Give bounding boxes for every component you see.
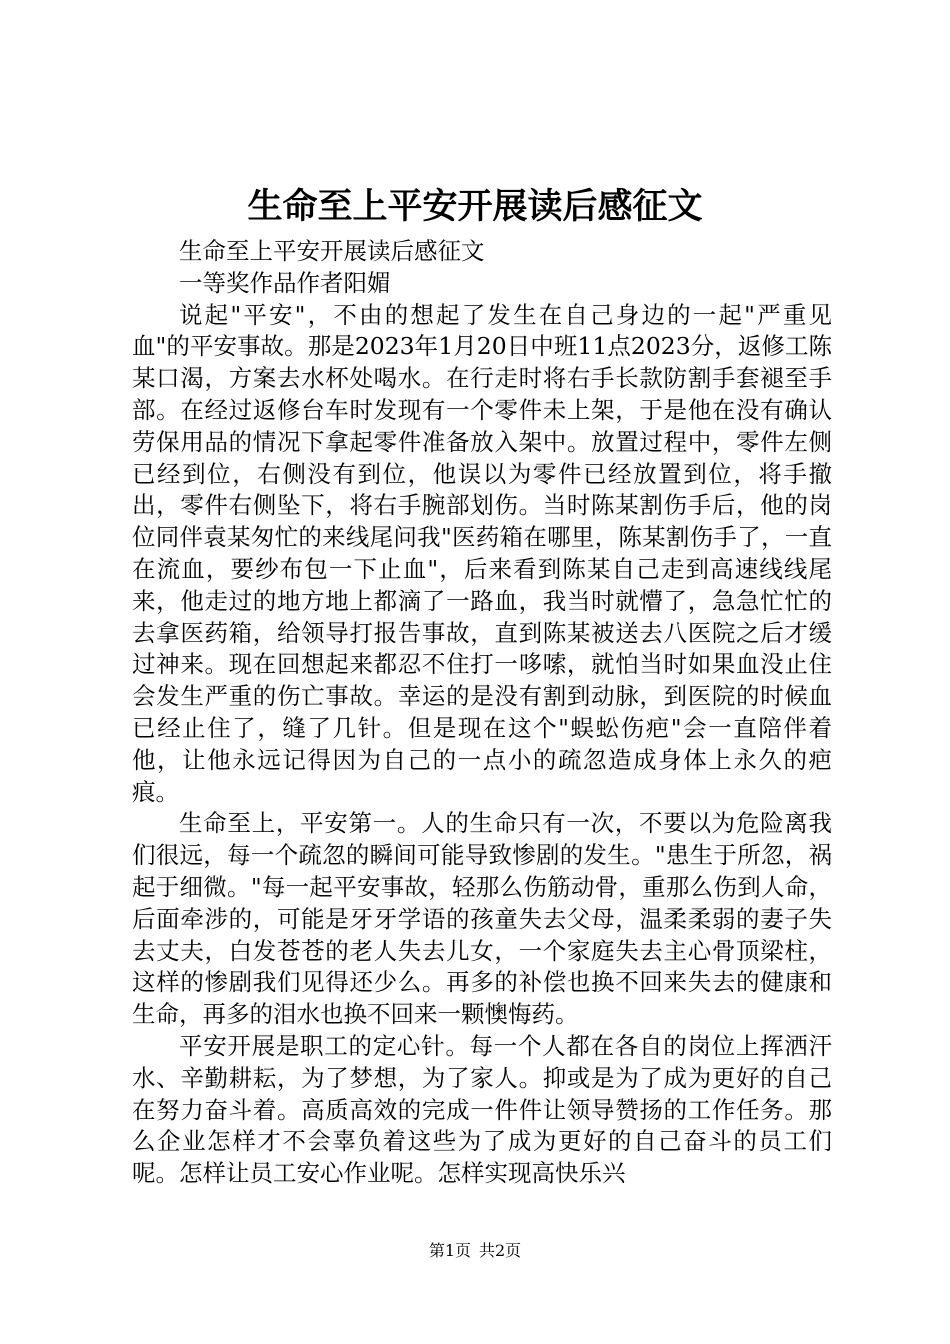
- page-number: 第1页: [428, 1241, 471, 1260]
- paragraph-author: 一等奖作品作者阳媚: [179, 268, 391, 297]
- page-total: 共2页: [479, 1241, 522, 1260]
- document-body: [132, 236, 832, 1190]
- page-footer: [0, 1240, 950, 1262]
- paragraph-safety-development: 平安开展是职工的定心针。每一个人都在各自的岗位上挥洒汗水、辛勤耕耘，为了梦想，为了家人。抑或是为了成为更好的自己在努力奋斗着。高质高效的完成一件件让领导赞扬的工作任务。那么企业怎样才不会辜负着这些为了成为更好的自己奋斗的员工们呢。怎样让员工安心作业呢。怎样实现高快乐兴: [132, 1031, 832, 1188]
- document-title: 生命至上平安开展读后感征文: [247, 186, 703, 227]
- paragraph-life-first: 生命至上，平安第一。人的生命只有一次，不要以为危险离我们很远，每一个疏忽的瞬间可能导致惨剧的发生。"患生于所忽，祸起于细微。"每一起平安事故，轻那么伤筋动骨，重那么伤到人命，后面牵涉的，可能是牙牙学语的孩童失去父母，温柔柔弱的妻子失去丈夫，白发苍苍的老人失去儿女，一个家庭失去主心骨顶梁柱，这样的惨剧我们见得还少么。再多的补偿也换不回来失去的健康和生命，再多的泪水也换不回来一颗懊悔药。: [132, 809, 832, 1029]
- paragraph-subtitle: 生命至上平安开展读后感征文: [179, 237, 485, 265]
- paragraph-incident: 说起"平安"，不由的想起了发生在自己身边的一起"严重见血"的平安事故。那是2023年1月20日中班11点2023分，返修工陈某口渴，方案去水杯处喝水。在行走时将右手长款防割手套褪至手部。在经过返修台车时发现有一个零件未上架，于是他在没有确认劳保用品的情况下拿起零件准备放入架中。放置过程中，零件左侧已经到位，右侧没有到位，他误以为零件已经放置到位，将手撤出，零件右侧坠下，将右手腕部划伤。当时陈某割伤手后，他的岗位同伴袁某匆忙的来线尾问我"医药箱在哪里，陈某割伤手了，一直在流血，要纱布包一下止血"，后来看到陈某自己走到高速线线尾来，他走过的地方地上都滴了一路血，我当时就懵了，急急忙忙的去拿医药箱，给领导打报告事故，直到陈某被送去八医院之后才缓过神来。现在回想起来都忍不住打一哆嗦，就怕当时如果血没止住会发生严重的伤亡事故。幸运的是没有割到动脉，到医院的时候血已经止住了，缝了几针。但是现在这个"蜈蚣伤疤"会一直陪伴着他，让他永远记得因为自己的一点小的疏忽造成身体上永久的疤痕。: [132, 300, 832, 806]
